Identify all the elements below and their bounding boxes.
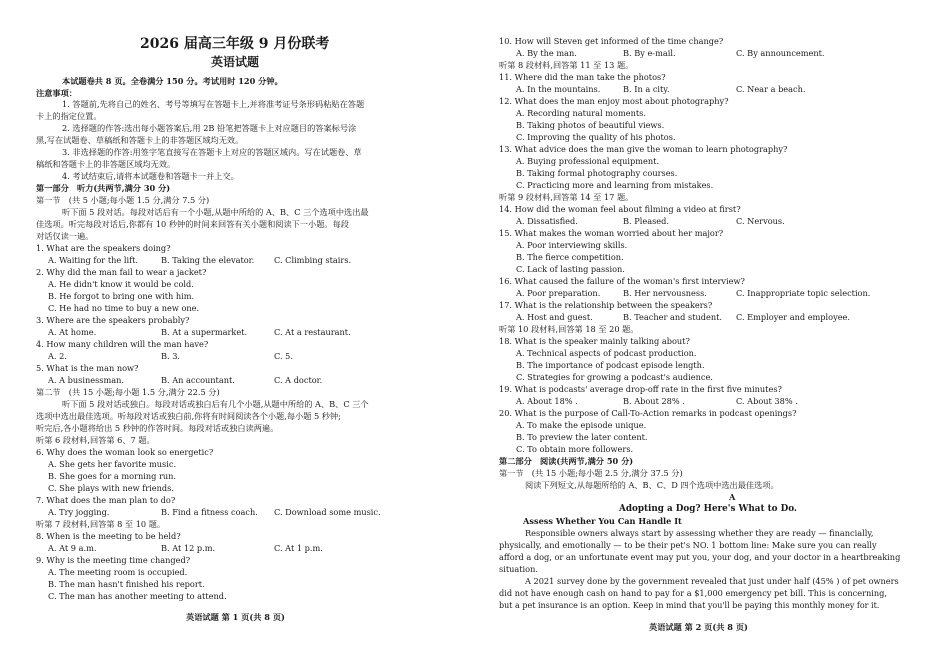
notice-4: 4. 考试结束后,请将本试题卷和答题卡一并上交。 [62,171,239,181]
question-8: 8. When is the meeting to be held? [36,531,181,541]
section1-instruction-b: 佳选项。听完每段对话后,你都有 10 秒钟的时间来回答有关小题和阅读下一小题。每段 [36,219,349,229]
section2-instruction-c: 听完后,各小题将给出 5 秒钟的作答时间。每段对话或独白读两遍。 [36,423,279,433]
q6-option-a: A. She gets her favorite music. [48,459,177,469]
q1-option-c: C. Climbing stairs. [274,255,352,265]
question-12: 12. What does the man enjoy most about photography? [499,96,729,106]
q19-option-a: A. About 18% . [516,396,578,406]
question-7: 7. What does the man plan to do? [36,495,176,505]
q7-option-c: C. Download some music. [274,507,381,517]
q11-option-a: A. In the mountains. [516,84,601,94]
part2-instruction: 阅读下列短文,从每题所给的 A、B、C、D 四个选项中选出最佳选项。 [525,480,779,490]
passage-letter: A [729,492,736,502]
q11-option-c: C. Near a beach. [736,84,806,94]
question-18: 18. What is the speaker mainly talking about? [499,336,690,346]
question-13: 13. What advice does the man give the woman to learn photography? [499,144,788,154]
paragraph-2c: but a pet insurance is an option. Keep in mind that you'll be paying this monthly money for it. [499,601,880,610]
passage-subheading: Assess Whether You Can Handle It [523,516,682,526]
q8-option-c: C. At 1 p.m. [274,543,323,553]
q12-option-c: C. Improving the quality of his photos. [516,132,676,142]
question-11: 11. Where did the man take the photos? [499,72,666,82]
question-9: 9. Why is the meeting time changed? [36,555,191,565]
q17-option-a: A. Host and guest. [516,312,593,322]
question-15: 15. What makes the woman worried about her major? [499,228,724,238]
q4-option-c: C. 5. [274,351,293,361]
q16-option-c: C. Inappropriate topic selection. [736,288,871,298]
q6-option-c: C. She plays with new friends. [48,483,174,493]
q13-option-a: A. Buying professional equipment. [516,156,660,166]
q8-option-a: A. At 9 a.m. [48,543,97,553]
q18-option-b: B. The importance of podcast episode length. [516,360,705,370]
material-10-heading: 听第 10 段材料,回答第 18 至 20 题。 [499,324,639,334]
q17-option-c: C. Employer and employee. [736,312,851,322]
q1-option-a: A. Waiting for the lift. [48,255,138,265]
part1-heading: 第一部分 听力(共两节,满分 30 分) [36,183,171,193]
q12-option-b: B. Taking photos of beautiful views. [516,120,665,130]
q15-option-b: B. The fierce competition. [516,252,624,262]
question-14: 14. How did the woman feel about filming a video at first? [499,204,741,214]
passage-title: Adopting a Dog? Here's What to Do. [619,504,797,514]
section1-instruction-c: 对话仅读一遍。 [36,231,94,241]
q19-option-c: C. About 38% . [736,396,798,406]
question-19: 19. What is podcasts' average drop-off rate in the first five minutes? [499,384,782,394]
q2-option-a: A. He didn't know it would be cold. [48,279,194,289]
q3-option-c: C. At a restaurant. [274,327,351,337]
exam-title: 2026 届高三年级 9 月份联考 [140,36,330,52]
q7-option-b: B. Find a fitness coach. [161,507,258,517]
q5-option-a: A. A businessman. [48,375,125,385]
part2-heading: 第二部分 阅读(共两节,满分 50 分) [499,456,634,466]
q20-option-a: A. To make the episode unique. [516,420,647,430]
page-1-footer: 英语试题 第 1 页(共 8 页) [186,612,285,622]
paragraph-1b: physically, and emotionally — to be their pet's NO. 1 bottom line: Make sure you can really [499,540,877,550]
question-5: 5. What is the man now? [36,363,139,373]
q3-option-a: A. At home. [48,327,97,337]
question-4: 4. How many children will the man have? [36,339,209,349]
q20-option-b: B. To preview the later content. [516,432,648,442]
q1-option-b: B. Taking the elevator. [161,255,255,265]
notice-3a: 3. 非选择题的作答:用签字笔直接写在答题卡上对应的答题区域内。写在试题卷、草 [62,147,362,157]
material-9-heading: 听第 9 段材料,回答第 14 至 17 题。 [499,192,634,202]
paragraph-2a: A 2021 survey done by the government revealed that just under half (45% ) of pet owners [525,576,899,586]
notice-title: 注意事项： [36,88,77,98]
q9-option-c: C. The man has another meeting to attend. [48,591,227,601]
q6-option-b: B. She goes for a morning run. [48,471,177,481]
question-1: 1. What are the speakers doing? [36,243,171,253]
q9-option-a: A. The meeting room is occupied. [48,567,188,577]
q5-option-c: C. A doctor. [274,375,323,385]
question-16: 16. What caused the failure of the woman's first interview? [499,276,745,286]
q17-option-b: B. Teacher and student. [623,312,723,322]
q13-option-b: B. Taking formal photography courses. [516,168,678,178]
q2-option-c: C. He had no time to buy a new one. [48,303,200,313]
question-6: 6. Why does the woman look so energetic? [36,447,214,457]
q15-option-a: A. Poor interviewing skills. [516,240,628,250]
material-8-heading: 听第 8 段材料,回答第 11 至 13 题。 [499,60,634,70]
paragraph-1c: afford a dog, or an unfortunate event may put you, your dog, and your doctor in a heartbreaking [499,552,901,562]
q15-option-c: C. Lack of lasting passion. [516,264,625,274]
q3-option-b: B. At a supermarket. [161,327,248,337]
q7-option-a: A. Try jogging. [48,507,110,517]
q10-option-a: A. By the man. [516,48,577,58]
section2-instruction-b: 选项中选出最佳选项。听每段对话或独白前,你将有时间阅读各个小题,每小题 5 秒钟; [36,411,341,421]
q12-option-a: A. Recording natural moments. [516,108,646,118]
q13-option-c: C. Practicing more and learning from mistakes. [516,180,714,190]
question-20: 20. What is the purpose of Call-To-Action remarks in podcast openings? [499,408,797,418]
q4-option-a: A. 2. [48,351,67,361]
material-6-heading: 听第 6 段材料,回答第 6、7 题。 [36,435,155,445]
q8-option-b: B. At 12 p.m. [161,543,216,553]
q20-option-c: C. To obtain more followers. [516,444,634,454]
q18-option-c: C. Strategies for growing a podcast's audience. [516,372,713,382]
notice-2a: 2. 选择题的作答:选出每小题答案后,用 2B 铅笔把答题卡上对应题目的答案标号涂 [62,123,357,133]
material-7-heading: 听第 7 段材料,回答第 8 至 10 题。 [36,519,166,529]
q4-option-b: B. 3. [161,351,181,361]
q5-option-b: B. An accountant. [161,375,235,385]
notice-3b: 稿纸和答题卡上的非答题区域均无效。 [36,159,176,169]
q10-option-b: B. By e-mail. [623,48,676,58]
notice-1a: 1. 答题前,先将自己的姓名、考号等填写在答题卡上,并将准考证号条形码粘贴在答题 [62,99,365,109]
section2-heading: 第二节 (共 15 小题;每小题 1.5 分,满分 22.5 分) [36,387,220,397]
q18-option-a: A. Technical aspects of podcast production. [516,348,697,358]
section1-heading: 第一节 (共 5 小题;每小题 1.5 分,满分 7.5 分) [36,195,210,205]
section1-instruction-a: 听下面 5 段对话。每段对话后有一个小题,从题中所给的 A、B、C 三个选项中选出最 [62,207,369,217]
paragraph-1d: situation. [499,564,538,574]
exam-subtitle: 英语试题 [211,55,260,69]
part2-section1-heading: 第一节 (共 15 小题;每小题 2.5 分,满分 37.5 分) [499,468,683,478]
notice-1b: 卡上的指定位置。 [36,111,102,121]
page-2-footer: 英语试题 第 2 页(共 8 页) [649,622,748,632]
q9-option-b: B. The man hasn't finished his report. [48,579,205,589]
paragraph-1a: Responsible owners always start by assessing whether they are ready — financially, [525,528,874,538]
q16-option-a: A. Poor preparation. [516,288,601,298]
exam-info: 本试题卷共 8 页。全卷满分 150 分。考试用时 120 分钟。 [62,76,283,86]
q10-option-c: C. By announcement. [736,48,825,58]
notice-2b: 黑,写在试题卷、草稿纸和答题卡上的非答题区域均无效。 [36,135,244,145]
question-3: 3. Where are the speakers probably? [36,315,190,325]
q11-option-b: B. In a city. [623,84,670,94]
q14-option-a: A. Dissatisfied. [516,216,578,226]
q19-option-b: B. About 28% . [623,396,685,406]
q14-option-b: B. Pleased. [623,216,669,226]
q14-option-c: C. Nervous. [736,216,785,226]
q2-option-b: B. He forgot to bring one with him. [48,291,195,301]
question-2: 2. Why did the man fail to wear a jacket? [36,267,207,277]
question-17: 17. What is the relationship between the speakers? [499,300,713,310]
q16-option-b: B. Her nervousness. [623,288,707,298]
paragraph-2b: did not have enough cash on hand to pay for a $1,000 emergency pet bill. This is concerning, [499,588,888,598]
section2-instruction-a: 听下面 5 段对话或独白。每段对话或独白后有几个小题,从题中所给的 A、B、C 三个 [62,399,369,409]
question-10: 10. How will Steven get informed of the time change? [499,36,724,46]
